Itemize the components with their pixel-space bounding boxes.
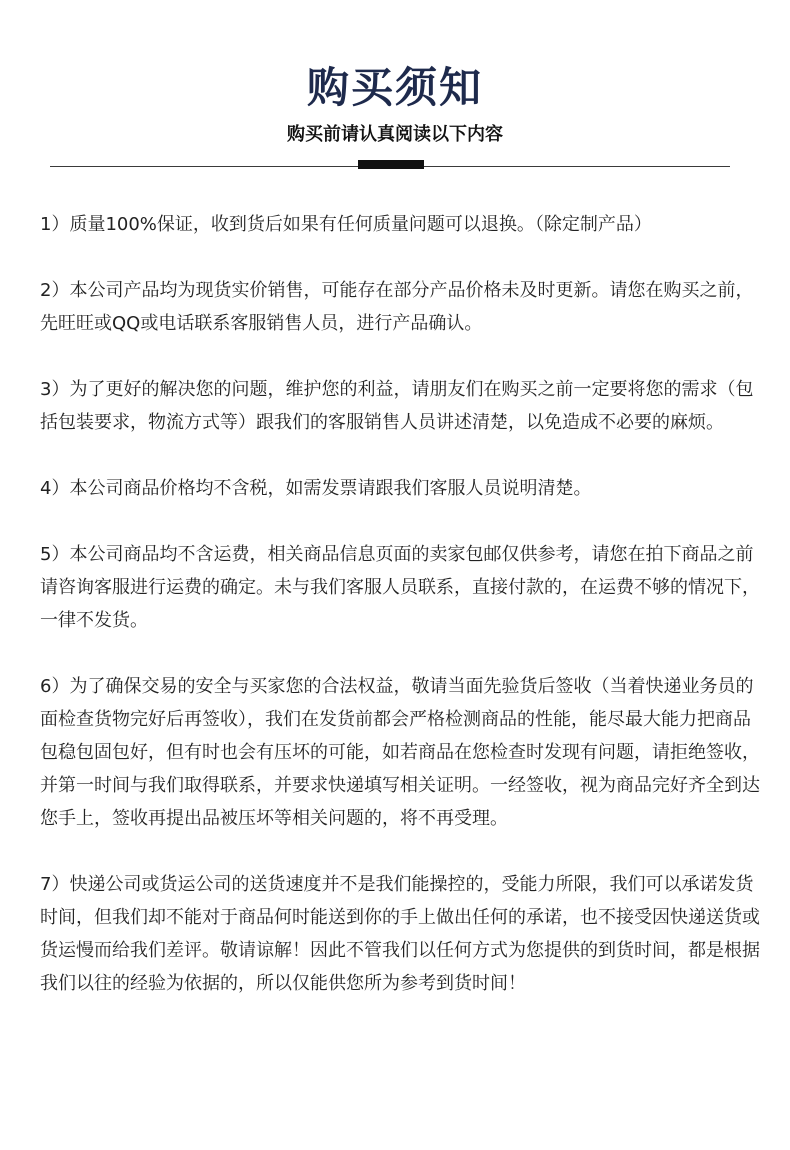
notice-item-7: 7）快递公司或货运公司的送货速度并不是我们能操控的，受能力所限，我们可以承诺发货时间，但我们却不能对于商品何时能送到你的手上做出任何的承诺，也不接受因快递送货或货运慢而给我们差评。敬请谅解！因此不管我们以任何方式为您提供的到货时间，都是根据我们以往的经验为依据的，所以仅能供您所为参考到货时间！: [40, 874, 760, 994]
notice-item-6: 6）为了确保交易的安全与买家您的合法权益，敬请当面先验货后签收（当着快递业务员的面检查货物完好后再签收），我们在发货前都会严格检测商品的性能，能尽最大能力把商品包稳包固包好，但有时也会有压坏的可能，如若商品在您检查时发现有问题，请拒绝签收，并第一时间与我们取得联系，并要求快递填写相关证明。一经签收，视为商品完好齐全到达您手上，签收再提出品被压坏等相关问题的，将不再受理。: [40, 676, 760, 829]
notice-item-4: 4）本公司商品价格均不含税，如需发票请跟我们客服人员说明清楚。: [40, 478, 592, 499]
notice-item-5: 5）本公司商品均不含运费，相关商品信息页面的卖家包邮仅供参考，请您在拍下商品之前请咨询客服进行运费的确定。未与我们客服人员联系，直接付款的，在运费不够的情况下，一律不发货。: [40, 544, 760, 631]
notice-item-1: 1）质量100%保证，收到货后如果有任何质量问题可以退换。（除定制产品）: [40, 214, 652, 235]
notice-item-3: 3）为了更好的解决您的问题，维护您的利益，请朋友们在购买之前一定要将您的需求（包括包装要求，物流方式等）跟我们的客服销售人员讲述清楚，以免造成不必要的麻烦。: [40, 379, 754, 433]
notice-list: [40, 208, 762, 1033]
page-subtitle: 购买前请认真阅读以下内容: [287, 124, 503, 145]
page-title: 购买须知: [306, 63, 483, 112]
notice-item-2: 2）本公司产品均为现货实价销售，可能存在部分产品价格未及时更新。请您在购买之前，先旺旺或QQ或电话联系客服销售人员，进行产品确认。: [40, 280, 754, 334]
divider-accent-bar: [358, 160, 424, 169]
